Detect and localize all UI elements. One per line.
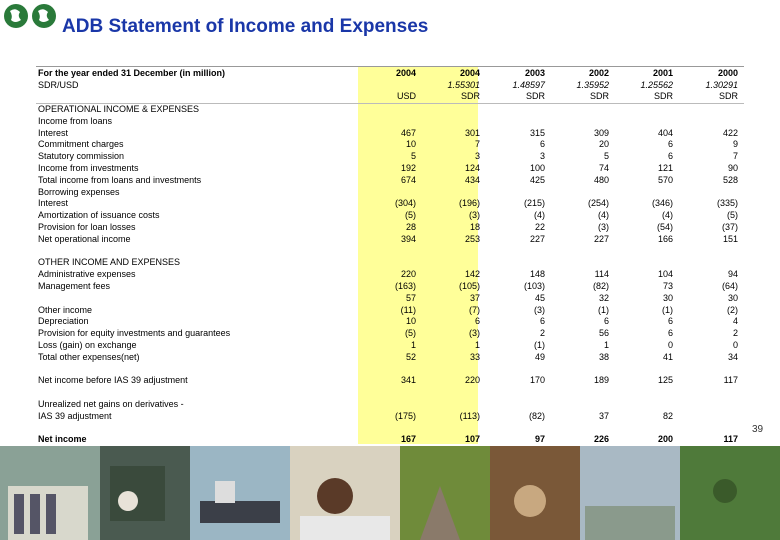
table-row: [36, 375, 744, 387]
row-value: 570: [657, 174, 673, 185]
row-value: 2: [539, 328, 545, 339]
page-number: 39: [752, 424, 764, 435]
row-value: (4): [662, 210, 673, 221]
header-period-label: For the year ended 31 December (in million): [38, 68, 226, 78]
row-value: 166: [657, 233, 673, 244]
row-value: (175): [394, 410, 416, 421]
table-row: [36, 104, 744, 116]
table-row: [36, 210, 744, 222]
row-value: (7): [469, 304, 480, 315]
row-label: Provision for equity investments and guarantees: [38, 328, 231, 339]
row-value: (4): [598, 210, 609, 221]
header-row-units: [36, 91, 744, 104]
row-value: (1): [598, 304, 609, 315]
row-value: 114: [594, 269, 609, 280]
row-value: 20: [598, 139, 609, 150]
row-value: (163): [394, 281, 416, 291]
row-label: Income from loans: [38, 115, 113, 126]
row-value: 121: [657, 163, 673, 173]
row-value: 151: [722, 233, 738, 244]
row-value: 34: [727, 351, 738, 362]
row-value: 309: [593, 127, 609, 138]
header-rate: 1.55301: [447, 80, 480, 90]
header-rate-label: SDR/USD: [38, 80, 79, 90]
table-row: [36, 198, 744, 210]
row-value: 82: [662, 410, 673, 421]
row-label: Commitment charges: [38, 139, 124, 150]
table-row: [36, 163, 744, 175]
row-value: (335): [716, 198, 738, 209]
header-rate: 1.48597: [512, 80, 545, 90]
row-value: 6: [539, 139, 545, 150]
row-value: 148: [529, 269, 545, 280]
row-value: 6: [539, 316, 545, 327]
row-label: IAS 39 adjustment: [38, 410, 112, 421]
row-value: 425: [529, 174, 545, 185]
row-value: 0: [667, 340, 673, 350]
row-value: 220: [400, 269, 416, 280]
header-year: 2004: [459, 68, 480, 78]
row-value: 1: [474, 340, 480, 350]
row-value: 192: [400, 163, 416, 173]
row-value: 226: [593, 434, 609, 445]
row-value: 10: [405, 139, 416, 150]
row-value: 1: [603, 340, 609, 350]
row-label: Interest: [38, 198, 69, 209]
header-unit: USD: [396, 91, 416, 101]
row-value: (103): [523, 281, 545, 291]
table-row: [36, 116, 744, 128]
table-row: [36, 411, 744, 423]
header-rate: 1.35952: [576, 80, 609, 90]
row-value: 5: [603, 151, 609, 162]
row-value: 28: [405, 222, 416, 232]
row-value: 170: [529, 375, 545, 386]
row-value: 3: [539, 151, 545, 162]
table-row: [36, 399, 744, 411]
row-value: 41: [662, 351, 673, 362]
row-value: 6: [667, 151, 673, 162]
row-value: 6: [603, 316, 609, 327]
row-value: 74: [598, 163, 609, 173]
row-value: 394: [400, 233, 416, 244]
row-value: 97: [534, 434, 545, 445]
row-value: (5): [405, 210, 416, 221]
row-value: 52: [405, 351, 416, 362]
row-value: (3): [534, 304, 545, 315]
row-value: (3): [598, 222, 609, 232]
row-value: 167: [400, 434, 416, 445]
table-row: [36, 316, 744, 328]
row-value: (82): [528, 410, 545, 421]
row-value: (4): [534, 210, 545, 221]
table-row: [36, 352, 744, 364]
photo-strip-icon: [0, 446, 780, 540]
row-value: 220: [464, 375, 480, 386]
row-value: (11): [400, 304, 416, 315]
row-value: 528: [722, 174, 738, 185]
row-label: Statutory commission: [38, 151, 125, 162]
row-value: 104: [657, 269, 673, 280]
row-value: 6: [474, 316, 480, 327]
table-row: [36, 434, 744, 446]
header-unit: SDR: [460, 91, 480, 101]
row-value: 7: [732, 151, 738, 162]
row-value: 0: [732, 340, 738, 350]
row-value: 18: [469, 222, 480, 232]
row-value: 404: [657, 127, 673, 138]
header-year: 2004: [395, 68, 416, 78]
table-row: [36, 175, 744, 187]
row-value: 227: [593, 233, 609, 244]
page-title: ADB Statement of Income and Expenses: [62, 16, 429, 37]
row-label: Administrative expenses: [38, 269, 136, 280]
row-value: 301: [464, 127, 480, 138]
row-value: 315: [529, 127, 545, 138]
table-row: [36, 269, 744, 281]
row-label: Management fees: [38, 281, 111, 291]
row-value: 434: [464, 174, 480, 185]
header-year: 2000: [717, 68, 738, 78]
row-value: (1): [662, 304, 673, 315]
row-value: 4: [732, 316, 738, 327]
row-value: 22: [534, 222, 545, 232]
row-value: 49: [534, 351, 545, 362]
header-rate: 1.30291: [705, 80, 738, 90]
row-value: (196): [458, 198, 480, 209]
table-row: [36, 305, 744, 317]
row-label: Depreciation: [38, 316, 89, 327]
row-label: Amortization of issuance costs: [38, 210, 160, 221]
row-value: 467: [400, 127, 416, 138]
table-row: [36, 328, 744, 340]
row-value: 90: [727, 163, 738, 173]
row-label: Total other expenses(net): [38, 351, 140, 362]
row-label: Net operational income: [38, 233, 131, 244]
header-year: 2002: [588, 68, 609, 78]
table-row: [36, 222, 744, 234]
table-row: [36, 128, 744, 140]
row-value: (37): [721, 222, 738, 232]
row-label: Net income before IAS 39 adjustment: [38, 375, 188, 386]
row-value: (1): [534, 340, 545, 350]
row-value: 142: [464, 269, 480, 280]
row-value: 9: [732, 139, 738, 150]
row-label: OTHER INCOME AND EXPENSES: [38, 257, 181, 268]
row-value: 33: [469, 351, 480, 362]
row-value: (346): [651, 198, 673, 209]
row-value: 94: [727, 269, 738, 280]
table-row: [36, 257, 744, 269]
row-value: (2): [727, 304, 738, 315]
row-value: 125: [657, 375, 673, 386]
row-value: 57: [405, 292, 416, 303]
row-value: 117: [723, 375, 738, 386]
header-unit: SDR: [525, 91, 545, 101]
table-row: [36, 293, 744, 305]
table-row: [36, 364, 744, 376]
table-row: [36, 187, 744, 199]
row-value: (54): [656, 222, 673, 232]
row-value: 45: [534, 292, 545, 303]
row-value: 5: [410, 151, 416, 162]
row-value: 6: [667, 328, 673, 339]
row-value: 124: [464, 163, 480, 173]
header-unit: SDR: [718, 91, 738, 101]
photo-banner: [0, 446, 780, 540]
table-row: [36, 151, 744, 163]
row-value: 1: [410, 340, 416, 350]
row-value: (304): [394, 198, 416, 209]
header-unit: SDR: [653, 91, 673, 101]
row-value: 32: [598, 292, 609, 303]
row-value: 253: [464, 233, 480, 244]
row-value: (5): [727, 210, 738, 221]
row-value: 200: [657, 434, 673, 445]
header-row-years: [36, 68, 744, 80]
row-value: 30: [727, 292, 738, 303]
row-value: (254): [587, 198, 609, 209]
row-value: (82): [592, 281, 609, 291]
row-label: OPERATIONAL INCOME & EXPENSES: [38, 104, 200, 114]
row-value: 100: [529, 163, 545, 173]
row-value: 189: [593, 375, 609, 386]
row-value: 341: [400, 375, 416, 386]
row-value: (105): [458, 281, 480, 291]
row-value: 3: [474, 151, 480, 162]
table-row: [36, 234, 744, 246]
row-value: 107: [464, 434, 480, 445]
row-value: 117: [723, 434, 738, 445]
table-row: [36, 281, 744, 293]
table-row: [36, 340, 744, 352]
row-value: 6: [667, 316, 673, 327]
row-value: (215): [523, 198, 545, 209]
row-label: Interest: [38, 127, 69, 138]
adb-logo-icon: [2, 2, 60, 30]
row-value: 480: [593, 174, 609, 185]
row-value: 227: [529, 233, 545, 244]
row-label: Net income: [38, 434, 87, 445]
row-value: 73: [662, 281, 673, 291]
row-value: 10: [405, 316, 416, 327]
header-year: 2003: [524, 68, 545, 78]
table-row: [36, 423, 744, 435]
row-value: 2: [732, 328, 738, 339]
income-statement-table: [36, 66, 744, 444]
row-value: 6: [667, 139, 673, 150]
row-value: (113): [459, 410, 480, 421]
row-value: (3): [469, 210, 480, 221]
row-value: (3): [469, 328, 480, 339]
row-value: 56: [598, 328, 609, 339]
row-label: Borrowing expenses: [38, 186, 120, 197]
row-label: Loss (gain) on exchange: [38, 340, 137, 350]
row-value: 30: [662, 292, 673, 303]
row-value: 37: [469, 292, 480, 303]
row-label: Provision for loan losses: [38, 222, 136, 232]
table-row: [36, 246, 744, 258]
row-value: 422: [722, 127, 738, 138]
header-year: 2001: [652, 68, 673, 78]
row-label: Unrealized net gains on derivatives -: [38, 399, 184, 409]
row-value: (64): [721, 281, 738, 291]
row-value: 38: [598, 351, 609, 362]
row-label: Income from investments: [38, 163, 139, 173]
header-unit: SDR: [589, 91, 609, 101]
row-label: Other income: [38, 304, 93, 315]
row-value: 7: [474, 139, 480, 150]
row-label: Total income from loans and investments: [38, 174, 202, 185]
header-rate: 1.25562: [640, 80, 673, 90]
row-value: (5): [405, 328, 416, 339]
table-row: [36, 139, 744, 151]
row-value: 674: [400, 174, 416, 185]
table-row: [36, 387, 744, 399]
row-value: 37: [598, 410, 609, 421]
table-top-border: [36, 66, 744, 67]
